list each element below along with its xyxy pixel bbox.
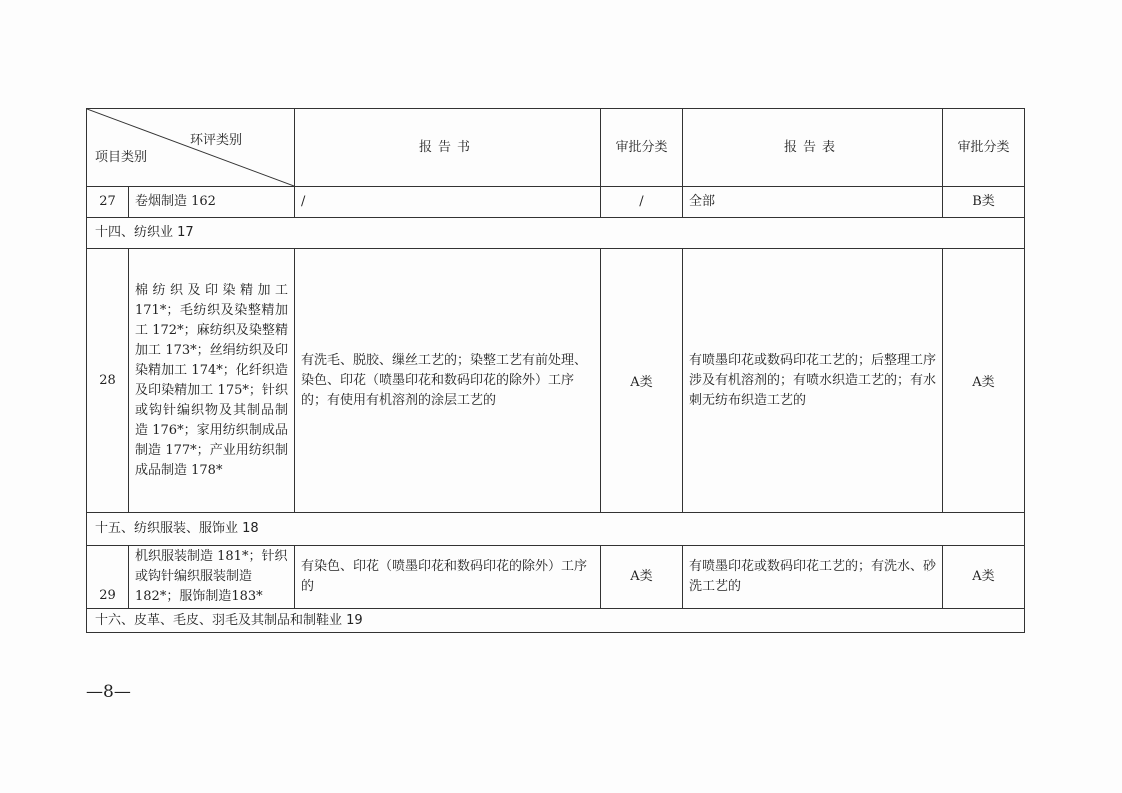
table-row	[87, 187, 1025, 218]
header-report-book: 报告书	[295, 109, 601, 187]
header-approval-class-1: 审批分类	[601, 109, 683, 187]
table-header-row	[87, 109, 1025, 187]
approval-class-cell: B类	[943, 187, 1025, 218]
approval-class-cell: A类	[601, 546, 683, 609]
environmental-assessment-table	[86, 108, 1025, 633]
category-row	[87, 513, 1025, 546]
row-number: 28	[87, 249, 129, 513]
page-number: —8—	[86, 682, 131, 702]
header-approval-class-2: 审批分类	[943, 109, 1025, 187]
category-row	[87, 609, 1025, 633]
project-name: 机织服装制造 181*；针织或钩针编织服装制造 182*；服饰制造183*	[129, 546, 295, 609]
table-row	[87, 546, 1025, 609]
report-book-cell: /	[295, 187, 601, 218]
header-project-category: 项目类别	[95, 150, 148, 165]
report-form-cell: 全部	[683, 187, 943, 218]
category-label: 十五、纺织服装、服饰业 18	[87, 513, 1025, 546]
row-number: 29	[87, 546, 129, 609]
report-book-cell: 有洗毛、脱胶、缫丝工艺的；染整工艺有前处理、染色、印花（喷墨印花和数码印花的除外）工序的；有使用有机溶剂的涂层工艺的	[295, 249, 601, 513]
report-book-cell: 有染色、印花（喷墨印花和数码印花的除外）工序的	[295, 546, 601, 609]
project-name: 卷烟制造 162	[129, 187, 295, 218]
category-row	[87, 218, 1025, 249]
approval-class-cell: A类	[601, 249, 683, 513]
row-number: 27	[87, 187, 129, 218]
approval-class-cell: /	[601, 187, 683, 218]
header-assessment-category: 环评类别	[189, 133, 242, 148]
project-name: 棉纺织及印染精加工 171*；毛纺织及染整精加工 172*；麻纺织及染整精加工 173*；丝绢纺织及印染精加工 174*；化纤织造及印染精加工 175*；针织或钩针编织物及其制品制造 176*；家用纺织制成品制造 177*；产业用纺织制成品制造 178*	[129, 249, 295, 513]
category-label: 十四、纺织业 17	[87, 218, 1025, 249]
report-form-cell: 有喷墨印花或数码印花工艺的；有洗水、砂洗工艺的	[683, 546, 943, 609]
report-form-cell: 有喷墨印花或数码印花工艺的；后整理工序涉及有机溶剂的；有喷水织造工艺的；有水刺无纺布织造工艺的	[683, 249, 943, 513]
header-report-form: 报告表	[683, 109, 943, 187]
category-label: 十六、皮革、毛皮、羽毛及其制品和制鞋业 19	[87, 609, 1025, 633]
approval-class-cell: A类	[943, 546, 1025, 609]
table-row	[87, 249, 1025, 513]
diagonal-header-cell	[87, 109, 295, 187]
approval-class-cell: A类	[943, 249, 1025, 513]
